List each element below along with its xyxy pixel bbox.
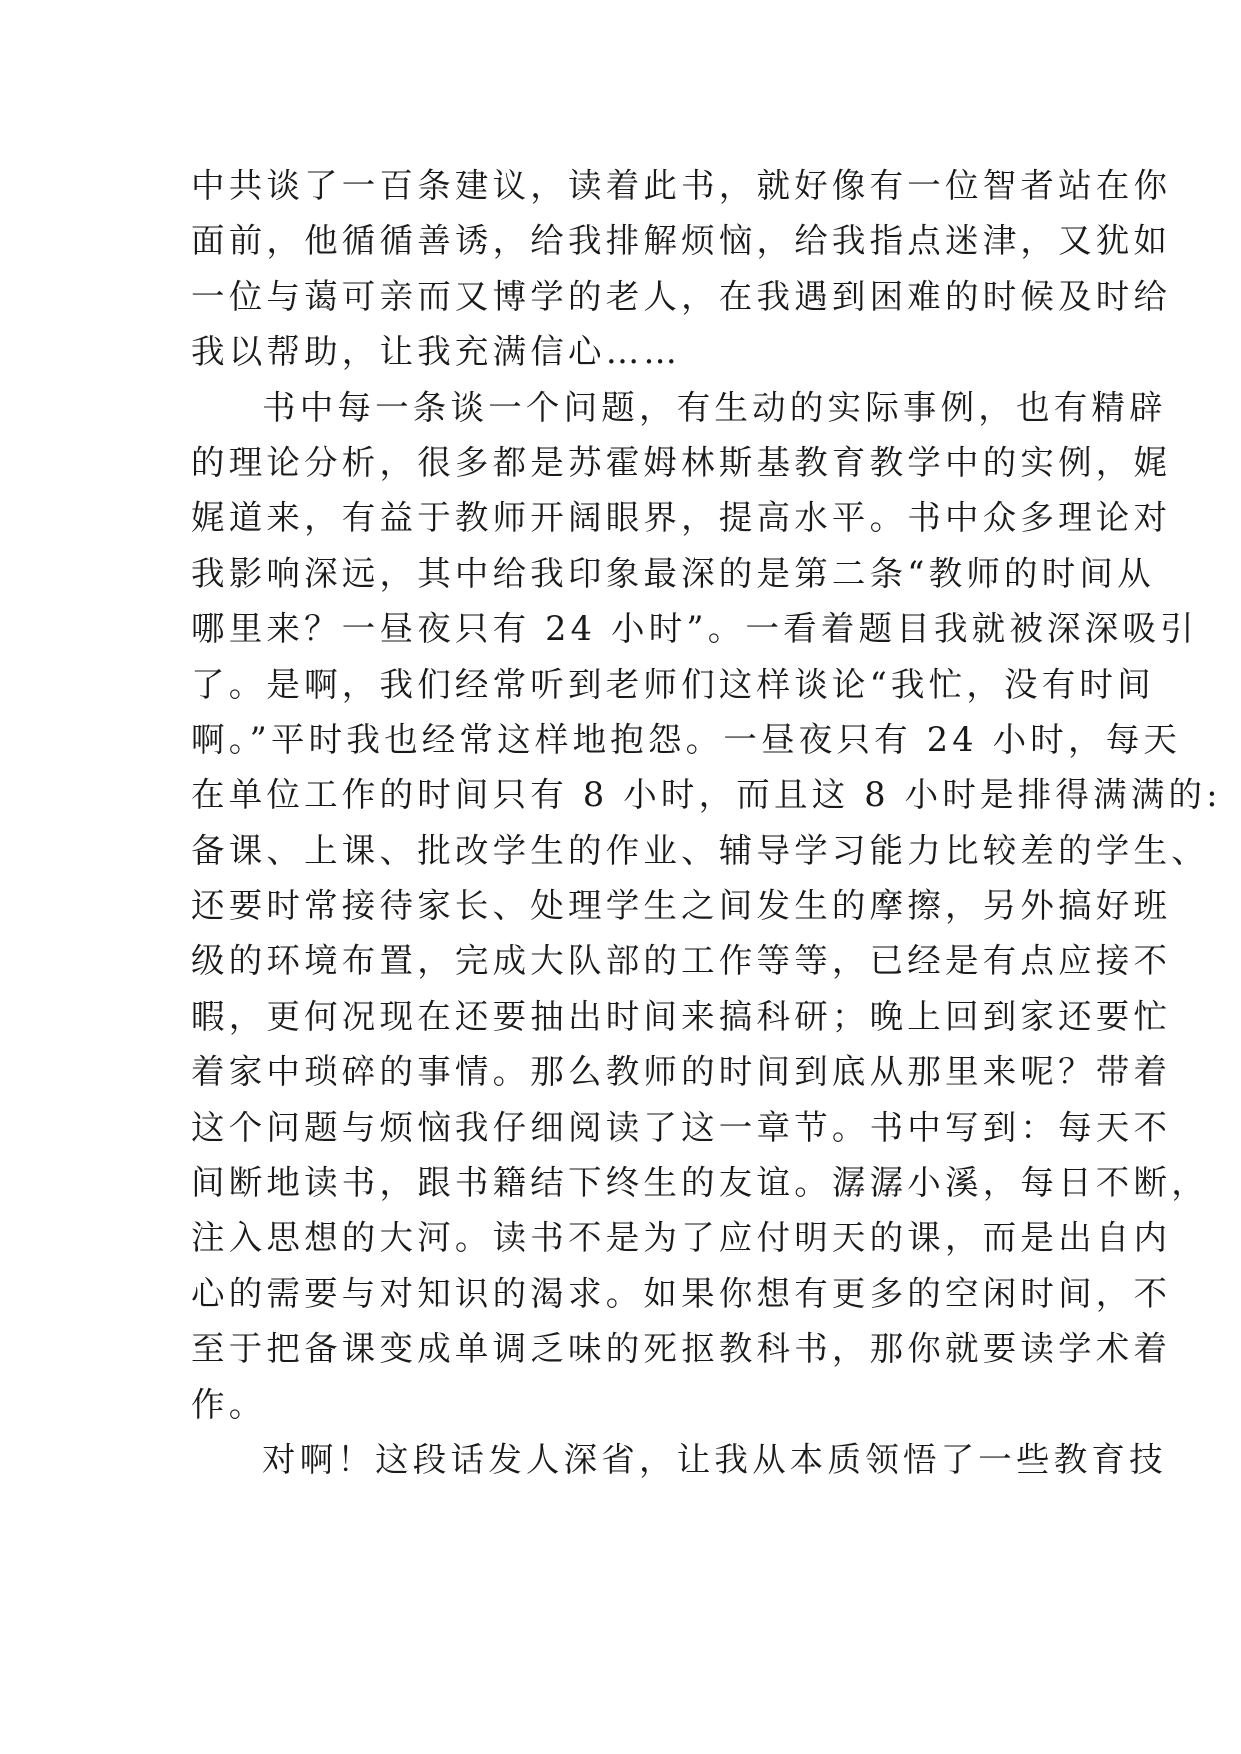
- document-body: [191, 158, 1222, 1487]
- text-line: 着家中琐碎的事情。那么教师的时间到底从那里来呢？带着: [191, 1052, 1172, 1092]
- text-line: 级的环境布置，完成大队部的工作等等，已经是有点应接不: [191, 941, 1172, 981]
- text-line: 注入思想的大河。读书不是为了应付明天的课，而是出自内: [191, 1218, 1172, 1258]
- paragraph-1: [191, 158, 1172, 380]
- text-line: 作。: [191, 1384, 267, 1424]
- text-line: 的理论分析，很多都是苏霍姆林斯基教育教学中的实例，娓: [191, 442, 1172, 482]
- text-line: 面前，他循循善诱，给我排解烦恼，给我指点迷津，又犹如: [191, 221, 1172, 261]
- text-line: 中共谈了一百条建议，读着此书，就好像有一位智者站在你: [191, 166, 1172, 205]
- text-line: 心的需要与对知识的渴求。如果你想有更多的空闲时间，不: [191, 1273, 1172, 1313]
- text-line: 间断地读书，跟书籍结下终生的友谊。潺潺小溪，每日不断，: [191, 1163, 1209, 1203]
- text-line: 娓道来，有益于教师开阔眼界，提高水平。书中众多理论对: [191, 498, 1172, 538]
- text-line: 对啊！这段话发人深省，让我从本质领悟了一些教育技: [262, 1439, 1167, 1479]
- text-line: 一位与蔼可亲而又博学的老人，在我遇到困难的时候及时给: [191, 276, 1172, 316]
- text-line: 还要时常接待家长、处理学生之间发生的摩擦，另外搞好班: [191, 886, 1172, 926]
- text-line: 啊。”平时我也经常这样地抱怨。一昼夜只有 24 小时，每天: [191, 719, 1182, 759]
- paragraph-2: [191, 380, 1222, 1432]
- text-line: 书中每一条谈一个问题，有生动的实际事例，也有精辟: [262, 387, 1167, 427]
- text-line: 我以帮助，让我充满信心……: [191, 332, 682, 372]
- text-line: 我影响深远，其中给我印象最深的是第二条“教师的时间从: [191, 553, 1155, 593]
- paragraph-3: [191, 1432, 1167, 1487]
- text-line: 至于把备课变成单调乏味的死抠教科书，那你就要读学术着: [191, 1329, 1172, 1369]
- text-line: 哪里来？一昼夜只有 24 小时”。一看着题目我就被深深吸引: [191, 609, 1198, 649]
- text-line: 了。是啊，我们经常听到老师们这样谈论“我忙，没有时间: [191, 664, 1155, 704]
- text-line: 这个问题与烦恼我仔细阅读了这一章节。书中写到：每天不: [191, 1107, 1172, 1147]
- text-line: 在单位工作的时间只有 8 小时，而且这 8 小时是排得满满的:: [191, 775, 1222, 815]
- text-line: 暇，更何况现在还要抽出时间来搞科研；晚上回到家还要忙: [191, 996, 1172, 1036]
- text-line: 备课、上课、批改学生的作业、辅导学习能力比较差的学生、: [191, 830, 1209, 870]
